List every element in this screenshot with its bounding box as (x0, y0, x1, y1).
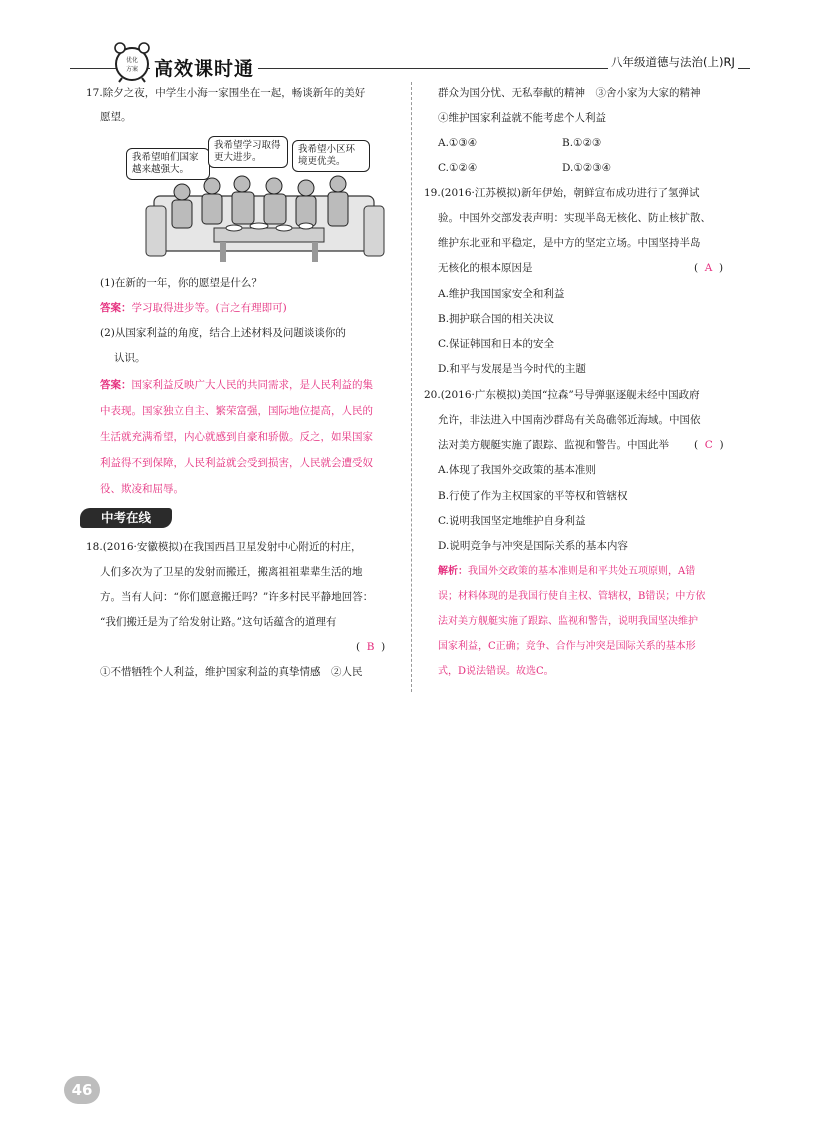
answer-text: 学习取得进步等。(言之有理即可) (131, 302, 287, 314)
q17-answer2-line-4: 利益得不到保障，人民利益就会受到损害，人民就会遭受奴 (100, 457, 373, 469)
q19-choice-c: C.保证韩国和日本的安全 (438, 338, 554, 350)
q18-options-right-2: ④维护国家利益就不能考虑个人利益 (438, 112, 606, 124)
q19-choice-b: B.拥护联合国的相关决议 (438, 313, 555, 325)
header-subject: 八年级道德与法治(上)RJ (608, 54, 738, 70)
q19-line-2: 验。中国外交部发表声明：实现半岛无核化、防止核扩散、 (438, 212, 711, 224)
q19-line-3: 维护东北亚和平稳定，是中方的坚定立场。中国坚持半岛 (438, 237, 701, 249)
q19-line-1: 19.(2016·江苏模拟)新年伊始，朝鲜宣布成功进行了氢弹试 (424, 187, 700, 199)
q20-explain-line-3: 法对美方舰艇实施了跟踪、监视和警告，说明我国坚决维护 (438, 616, 698, 627)
answer-label: 答案： (100, 379, 132, 391)
q18-line-1: 18.(2016·安徽模拟)在我国西昌卫星发射中心附近的村庄， (86, 541, 362, 553)
q18-line-4: “我们搬迁是为了给发射让路。”这句话蕴含的道理有 (100, 616, 337, 628)
q17-answer2-line-2: 中表现。国家独立自主、繁荣富强，国际地位提高，人民的 (100, 405, 373, 417)
q17-sub1: (1)在新的一年，你的愿望是什么？ (100, 277, 262, 289)
q18-choice-a: A.①③④ (438, 137, 478, 149)
q18-answer: B (366, 641, 375, 653)
q20-explain-line-4: 国家利益，C正确；竞争、合作与冲突是国际关系的基本形 (438, 641, 696, 652)
q18-choice-b: B.①②③ (562, 137, 602, 149)
q19-choice-a: A.维护我国国家安全和利益 (438, 288, 565, 300)
q17-answer1 (100, 301, 287, 315)
bubble-community: 我希望小区环境更优美。 (292, 140, 370, 172)
q20-answer-paren: ( C ) (694, 439, 724, 451)
q18-line-3: 方。当有人问：“你们愿意搬迁吗？”许多村民平静地回答： (100, 591, 374, 603)
q17-answer2-line-3: 生活就充满希望，内心就感到自豪和骄傲。反之，如果国家 (100, 431, 373, 443)
q20-line-2: 允许，非法进入中国南沙群岛有关岛礁邻近海域。中国依 (438, 414, 701, 426)
q20-explain-line-5: 式，D说法错误。故选C。 (438, 666, 554, 677)
q20-choice-c: C.说明我国坚定地维护自身利益 (438, 515, 586, 527)
q18-answer-paren: ( B ) (356, 641, 386, 653)
page-number: 46 (64, 1076, 100, 1104)
q17-sub2-line-1: (2)从国家利益的角度，结合上述材料及问题谈谈你的 (100, 327, 346, 339)
q18-options-left: ①不惜牺牲个人利益，维护国家利益的真挚情感 ②人民 (100, 666, 363, 678)
section-tag-exam: 中考在线 (80, 508, 172, 528)
q19-answer: A (704, 262, 713, 274)
alarm-clock-logo-icon (110, 40, 154, 84)
q18-choice-c: C.①②④ (438, 162, 478, 174)
q18-choice-d: D.①②③④ (562, 162, 612, 174)
q20-explain-line-1: 解析：我国外交政策的基本准则是和平共处五项原则，A错 (438, 566, 696, 577)
column-divider (411, 82, 412, 692)
q17-sub2-line-2: 认识。 (114, 352, 146, 364)
q18-options-right-1: 群众为国分忧、无私奉献的精神 ③舍小家为大家的精神 (438, 87, 701, 99)
svg-text:方案: 方案 (125, 66, 139, 73)
bubble-country: 我希望咱们国家越来越强大。 (126, 148, 210, 180)
q20-line-3: 法对美方舰艇实施了跟踪、监视和警告。中国此举 (438, 439, 669, 451)
q18-line-2: 人们多次为了卫星的发射而搬迁，搬离祖祖辈辈生活的地 (100, 566, 363, 578)
q19-line-4: 无核化的根本原因是 (438, 262, 533, 274)
q17-line-1: 17.除夕之夜，中学生小海一家围坐在一起，畅谈新年的美好 (86, 87, 366, 99)
family-illustration (124, 136, 402, 266)
q20-explain-line-2: 误；材料体现的是我国行使自主权、管辖权，B错误；中方依 (438, 591, 706, 602)
bubble-study: 我希望学习取得更大进步。 (208, 136, 288, 168)
q20-choice-a: A.体现了我国外交政策的基本准则 (438, 464, 596, 476)
q19-choice-d: D.和平与发展是当今时代的主题 (438, 363, 586, 375)
header-title: 高效课时通 (150, 54, 258, 81)
q20-choice-d: D.说明竞争与冲突是国际关系的基本内容 (438, 540, 628, 552)
q20-choice-b: B.行使了作为主权国家的平等权和管辖权 (438, 490, 628, 502)
svg-text:优化: 优化 (125, 57, 139, 64)
explain-label: 解析： (438, 566, 468, 577)
answer-label: 答案： (100, 302, 132, 314)
q17-line-2: 愿望。 (100, 111, 132, 123)
q19-answer-paren: ( A ) (694, 262, 724, 274)
q20-line-1: 20.(2016·广东模拟)美国“拉森”号导弹驱逐舰未经中国政府 (424, 389, 700, 401)
q20-answer: C (704, 439, 713, 451)
q17-answer2-line-5: 役、欺凌和屈辱。 (100, 483, 184, 495)
q17-answer2-line-1: 答案：国家利益反映广大人民的共同需求，是人民利益的集 (100, 379, 373, 391)
